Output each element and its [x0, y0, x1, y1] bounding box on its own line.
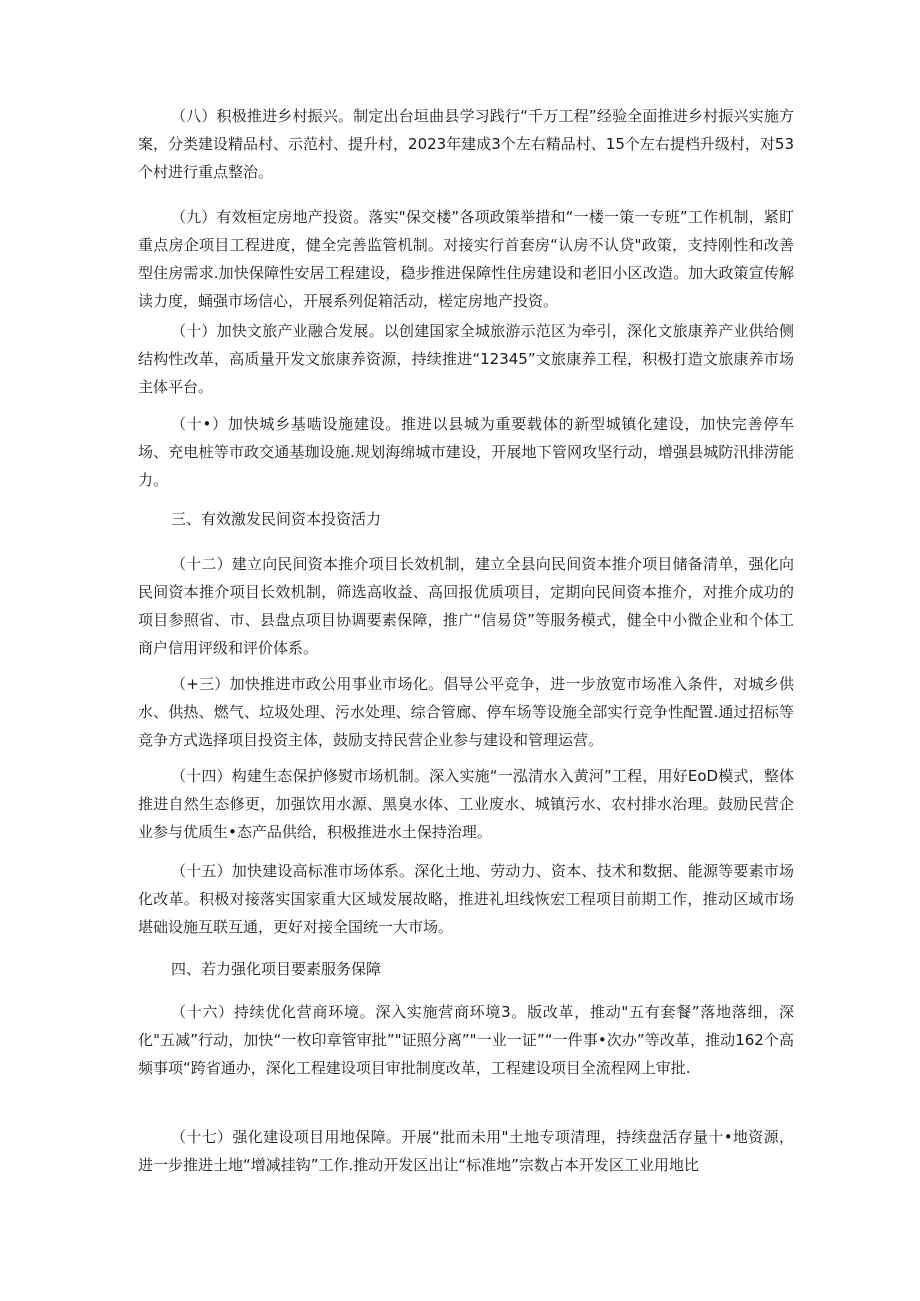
paragraph-9: （九）有效桓定房地产投资。落实"保交楼”各项政策举措和“一楼一策一专班”工作机制，紧盯重点房企项目工程进度，健全完善监管机制。对接实行首套房“认房不认贷"政策，支持刚性和改善型住房需求.加快保障性安居工程建设，稳步推进保障性住房建设和老旧小区改造。加大政策宣传解读力度，蛹强市场信心，开展系列促箱活动，槎定房地产投资。 [138, 208, 794, 310]
paragraph-12: （十二）建立向民间资本推介项目长效机制，建立全县向民间资本推介项目储备清单，强化向民间资本推介项目长效机制，筛选高收益、高回报优质项目，定期向民间资本推介，对推介成功的项目参照省、市、县盘点项目协调要素保障，推广“信易贷”等服务模式，健全中小微企业和个体工商户信用评级和评价体系。 [138, 555, 794, 657]
paragraph-14: （十四）构建生态保护修熨市场机制。深入实施“一泓清水入黄河”工程，用好EoD模式，整体推进自然生态修更，加强饮用水源、黑臭水体、工业废水、城镇污水、农村排水治理。鼓励民营企业参与优质生•态产品供给，积极推进水土保持治理。 [138, 767, 794, 841]
paragraph-11: （十•）加快城乡基啮设施建设。推进以县城为重要载体的新型城镇化建设，加快完善停车场、充电桩等市政交通基珈设施.规划海绵城市建设，开展地下管网攻坚行动，增强县城防汛排涝能力。 [138, 415, 794, 489]
section-heading-4: 四、若力强化项目要素服务保障 [171, 960, 382, 978]
paragraph-17: （十七）强化建设项目用地保障。开展“批而未用"土地专项清理，持续盘活存量十•地资源，进一步推进土地“增减挂钩”工作.推动开发区出让“标准地”宗数占本开发区工业用地比 [138, 1128, 794, 1174]
paragraph-8: （八）积极推进乡村振兴。制定出台垣曲县学习践行“千万工程”经验全面推进乡村振兴实施方案，分类建设精品村、示范村、提升村，2023年建成3个左右精品村、15个左右提档升级村，对53个村进行重点整治。 [138, 107, 794, 181]
section-heading-3: 三、有效激发民间资本投资活力 [171, 510, 382, 528]
paragraph-10: （十）加快文旅产业融合发展。以创建国家全城旅游示范区为牵引，深化文旅康养产业供给侧结构性改革，高质量开发文旅康养资源，持续推进“12345”文旅康养工程，积极打造文旅康养市场主体平台。 [138, 322, 794, 396]
paragraph-13: （+三）加快推进市政公用事业市场化。倡导公平竞争，进一步放宽市场准入条件，对城乡供水、供热、燃气、垃圾处理、污水处理、综合管廊、停车场等设施全部实行竞争性配置.通过招标等竞争方式选择项目投资主体，鼓励支持民营企业参与建设和管理运营。 [138, 675, 794, 749]
paragraph-15: （十五）加快建设高标准市场体系。深化土地、劳动力、资本、技术和数据、能源等要素市场化改革。积极对接落实国家重大区域发展故略，推进礼坦线恢宏工程项目前期工作，推动区域市场堪础设施互联互通，更好对接全国统一大市场。 [138, 862, 794, 936]
paragraph-16: （十六）持续优化营商环境。深入实施营商环境3。版改革，推动"五有套餐”落地落细，深化"五减”行动，加快“一枚印章管审批”"证照分离”"一业一证”“一件事•次办”等改革，推动162个高频事项“跨省通办，深化工程建设项目审批制度改革，工程建设项目全流程网上审批. [138, 1003, 794, 1077]
